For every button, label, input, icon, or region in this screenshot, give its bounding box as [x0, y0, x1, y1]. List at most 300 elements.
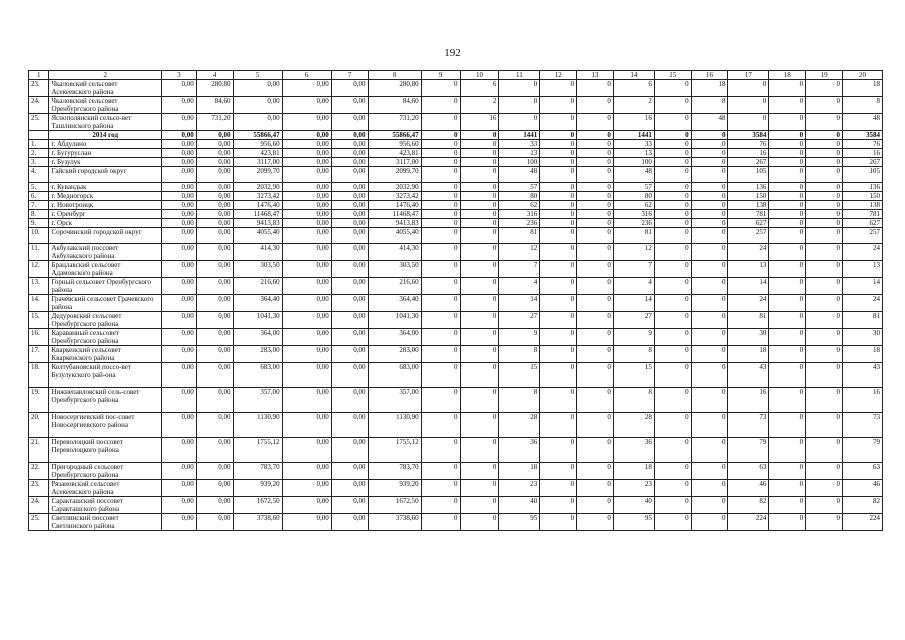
value-cell: 0 — [769, 183, 806, 192]
row-number-cell: 15. — [29, 312, 49, 329]
value-cell: 4055,40 — [368, 228, 421, 244]
value-cell: 0 — [540, 183, 577, 192]
value-cell: 364,00 — [233, 329, 282, 346]
value-cell: 0 — [460, 312, 499, 329]
value-cell: 0 — [460, 295, 499, 312]
value-cell: 0,00 — [331, 480, 368, 497]
value-cell: 0 — [769, 80, 806, 97]
value-cell: 0,00 — [161, 497, 196, 514]
value-cell: 73 — [842, 413, 882, 438]
value-cell: 9 — [613, 329, 654, 346]
value-cell: 303,50 — [368, 261, 421, 278]
table-row — [29, 329, 883, 346]
value-cell: 0,00 — [282, 167, 331, 183]
value-cell: 14 — [728, 278, 769, 295]
table-row — [29, 201, 883, 210]
value-cell: 0,00 — [233, 80, 282, 97]
value-cell: 0 — [806, 295, 843, 312]
value-cell: 24 — [842, 295, 882, 312]
value-cell: 0 — [577, 497, 614, 514]
value-cell: 24 — [842, 244, 882, 261]
row-number-cell: 7. — [29, 201, 49, 210]
value-cell: 0 — [769, 201, 806, 210]
value-cell: 0 — [806, 329, 843, 346]
value-cell: 0 — [654, 480, 691, 497]
value-cell: 0,00 — [282, 149, 331, 158]
value-cell: 0 — [540, 167, 577, 183]
table-row — [29, 480, 883, 497]
value-cell: 731,20 — [368, 114, 421, 131]
value-cell: 414,30 — [233, 244, 282, 261]
territory-name-cell: Горный сельсовет Оренбургского района — [49, 278, 162, 295]
value-cell: 0,00 — [161, 114, 196, 131]
value-cell: 0 — [654, 278, 691, 295]
value-cell: 12 — [613, 244, 654, 261]
value-cell: 423,81 — [233, 149, 282, 158]
value-cell: 0 — [460, 131, 499, 140]
value-cell: 138 — [728, 201, 769, 210]
value-cell: 0,00 — [331, 97, 368, 114]
value-cell: 0 — [806, 514, 843, 531]
value-cell: 73 — [728, 413, 769, 438]
value-cell: 0 — [577, 167, 614, 183]
value-cell: 0 — [540, 149, 577, 158]
value-cell: 0,00 — [161, 413, 196, 438]
value-cell: 283,00 — [233, 346, 282, 363]
value-cell: 939,20 — [233, 480, 282, 497]
value-cell: 0,00 — [196, 167, 233, 183]
value-cell: 43 — [728, 363, 769, 388]
value-cell: 0,00 — [282, 438, 331, 463]
value-cell: 0 — [577, 413, 614, 438]
value-cell: 16 — [728, 388, 769, 413]
value-cell: 0 — [460, 192, 499, 201]
value-cell: 0 — [806, 140, 843, 149]
value-cell: 0,00 — [161, 228, 196, 244]
value-cell: 33 — [613, 140, 654, 149]
table-row — [29, 114, 883, 131]
value-cell: 0 — [421, 278, 460, 295]
value-cell: 0 — [577, 219, 614, 228]
territory-name-cell: г. Орск — [49, 219, 162, 228]
value-cell: 0 — [806, 158, 843, 167]
value-cell: 783,70 — [233, 463, 282, 480]
territory-name-cell: г. Кувандык — [49, 183, 162, 192]
value-cell: 0 — [769, 192, 806, 201]
value-cell: 257 — [728, 228, 769, 244]
column-header: 12 — [540, 71, 577, 80]
table-row — [29, 244, 883, 261]
value-cell: 0,00 — [331, 149, 368, 158]
value-cell: 0 — [577, 438, 614, 463]
value-cell: 0 — [806, 210, 843, 219]
value-cell: 0 — [691, 480, 728, 497]
value-cell: 283,00 — [368, 346, 421, 363]
value-cell: 136 — [842, 183, 882, 192]
value-cell: 2099,70 — [368, 167, 421, 183]
column-header: 19 — [806, 71, 843, 80]
value-cell: 55866,47 — [368, 131, 421, 140]
value-cell: 0,00 — [161, 80, 196, 97]
value-cell: 4 — [499, 278, 540, 295]
value-cell: 0 — [769, 346, 806, 363]
value-cell: 0,00 — [161, 329, 196, 346]
value-cell: 0,00 — [196, 463, 233, 480]
value-cell: 1672,50 — [233, 497, 282, 514]
value-cell: 0 — [421, 201, 460, 210]
value-cell: 0,00 — [331, 228, 368, 244]
value-cell: 0 — [806, 114, 843, 131]
table-row — [29, 228, 883, 244]
value-cell: 0 — [460, 244, 499, 261]
table-row — [29, 167, 883, 183]
value-cell: 0 — [691, 312, 728, 329]
value-cell: 80 — [499, 192, 540, 201]
row-number-cell: 24. — [29, 97, 49, 114]
value-cell: 0 — [460, 388, 499, 413]
value-cell: 0 — [460, 140, 499, 149]
value-cell: 48 — [499, 167, 540, 183]
territory-name-cell: Саракташский поссовет Саракташского района — [49, 497, 162, 514]
value-cell: 28 — [499, 413, 540, 438]
value-cell: 0,00 — [161, 97, 196, 114]
value-cell: 105 — [728, 167, 769, 183]
value-cell: 0 — [806, 480, 843, 497]
value-cell: 43 — [842, 363, 882, 388]
row-number-cell: 19. — [29, 388, 49, 413]
table-row — [29, 210, 883, 219]
territory-name-cell: Чкаловский сельсовет Асекеевского района — [49, 80, 162, 97]
table-row — [29, 388, 883, 413]
value-cell: 0 — [577, 278, 614, 295]
territory-name-cell: Яснополянский сельсо-вет Ташлинского района — [49, 114, 162, 131]
value-cell: 0,00 — [331, 210, 368, 219]
value-cell: 0,00 — [282, 388, 331, 413]
table-row — [29, 363, 883, 388]
column-header: 11 — [499, 71, 540, 80]
value-cell: 0,00 — [233, 97, 282, 114]
territory-name-cell: г. Медногорск — [49, 192, 162, 201]
table-row — [29, 312, 883, 329]
value-cell: 414,30 — [368, 244, 421, 261]
value-cell: 0 — [540, 514, 577, 531]
value-cell: 0 — [769, 514, 806, 531]
value-cell: 0 — [691, 210, 728, 219]
value-cell: 0 — [806, 219, 843, 228]
value-cell: 0,00 — [282, 312, 331, 329]
value-cell: 0 — [654, 363, 691, 388]
value-cell: 0,00 — [331, 131, 368, 140]
territory-name-cell: Гайский городской округ — [49, 167, 162, 183]
value-cell: 0 — [691, 140, 728, 149]
value-cell: 1672,50 — [368, 497, 421, 514]
value-cell: 236 — [613, 219, 654, 228]
value-cell: 0 — [769, 149, 806, 158]
value-cell: 0,00 — [331, 463, 368, 480]
value-cell: 0 — [769, 278, 806, 295]
column-header: 17 — [728, 71, 769, 80]
value-cell: 0 — [654, 201, 691, 210]
value-cell: 0 — [654, 228, 691, 244]
value-cell: 956,60 — [233, 140, 282, 149]
value-cell: 23 — [499, 480, 540, 497]
column-header: 2 — [49, 71, 162, 80]
value-cell: 267 — [728, 158, 769, 167]
value-cell: 357,00 — [233, 388, 282, 413]
value-cell: 0 — [421, 149, 460, 158]
value-cell: 0 — [540, 312, 577, 329]
value-cell: 0 — [577, 140, 614, 149]
value-cell: 0 — [540, 158, 577, 167]
value-cell: 0,00 — [331, 346, 368, 363]
territory-name-cell: Колтубановский поссо-вет Бузулукского рай-она — [49, 363, 162, 388]
value-cell: 280,80 — [196, 80, 233, 97]
value-cell: 40 — [613, 497, 654, 514]
value-cell: 0,00 — [161, 131, 196, 140]
value-cell: 0 — [577, 480, 614, 497]
value-cell: 357,00 — [368, 388, 421, 413]
value-cell: 1476,40 — [233, 201, 282, 210]
row-number-cell: 14. — [29, 295, 49, 312]
value-cell: 0 — [691, 295, 728, 312]
value-cell: 16 — [613, 114, 654, 131]
value-cell: 0 — [460, 329, 499, 346]
row-number-cell: 1. — [29, 140, 49, 149]
value-cell: 0 — [460, 278, 499, 295]
value-cell: 18 — [842, 346, 882, 363]
column-header: 1 — [29, 71, 49, 80]
value-cell: 0,00 — [282, 346, 331, 363]
value-cell: 0 — [460, 228, 499, 244]
value-cell: 0 — [577, 149, 614, 158]
value-cell: 0 — [540, 140, 577, 149]
value-cell: 0 — [806, 228, 843, 244]
value-cell: 0 — [540, 97, 577, 114]
value-cell: 0 — [654, 210, 691, 219]
value-cell: 0 — [654, 312, 691, 329]
value-cell: 1755,12 — [368, 438, 421, 463]
value-cell: 6 — [460, 80, 499, 97]
value-cell: 0 — [769, 329, 806, 346]
value-cell: 0 — [806, 192, 843, 201]
value-cell: 0 — [654, 346, 691, 363]
value-cell: 0 — [540, 480, 577, 497]
value-cell: 24 — [728, 244, 769, 261]
value-cell: 0,00 — [282, 201, 331, 210]
value-cell: 0 — [540, 201, 577, 210]
value-cell: 364,40 — [233, 295, 282, 312]
value-cell: 0,00 — [331, 278, 368, 295]
value-cell: 0,00 — [161, 158, 196, 167]
value-cell: 0 — [577, 97, 614, 114]
value-cell: 783,70 — [368, 463, 421, 480]
table-row — [29, 140, 883, 149]
value-cell: 0 — [654, 97, 691, 114]
value-cell: 0,00 — [196, 261, 233, 278]
value-cell: 0 — [540, 278, 577, 295]
value-cell: 0,00 — [161, 201, 196, 210]
value-cell: 236 — [499, 219, 540, 228]
territory-name-cell: Светлинский поссовет Светлинского района — [49, 514, 162, 531]
value-cell: 9 — [499, 329, 540, 346]
value-cell: 0,00 — [161, 438, 196, 463]
value-cell: 0,00 — [196, 514, 233, 531]
column-header: 9 — [421, 71, 460, 80]
value-cell: 0 — [421, 192, 460, 201]
value-cell: 0,00 — [331, 329, 368, 346]
value-cell: 0 — [769, 97, 806, 114]
value-cell: 0 — [654, 131, 691, 140]
value-cell: 0,00 — [282, 210, 331, 219]
value-cell: 0 — [769, 114, 806, 131]
value-cell: 0,00 — [331, 388, 368, 413]
value-cell: 3273,42 — [368, 192, 421, 201]
column-header: 10 — [460, 71, 499, 80]
value-cell: 48 — [691, 114, 728, 131]
value-cell: 0 — [654, 329, 691, 346]
value-cell: 0 — [540, 210, 577, 219]
value-cell: 0,00 — [196, 228, 233, 244]
value-cell: 63 — [842, 463, 882, 480]
value-cell: 0 — [691, 413, 728, 438]
value-cell: 0 — [421, 480, 460, 497]
value-cell: 0 — [769, 388, 806, 413]
value-cell: 0 — [577, 158, 614, 167]
value-cell: 0 — [806, 346, 843, 363]
value-cell: 0,00 — [331, 497, 368, 514]
value-cell: 0 — [769, 480, 806, 497]
value-cell: 0 — [540, 413, 577, 438]
value-cell: 6 — [613, 80, 654, 97]
value-cell: 0 — [806, 438, 843, 463]
value-cell: 0 — [460, 183, 499, 192]
value-cell: 0 — [806, 312, 843, 329]
value-cell: 0,00 — [196, 312, 233, 329]
value-cell: 13 — [842, 261, 882, 278]
value-cell: 2032,90 — [368, 183, 421, 192]
value-cell: 0,00 — [196, 210, 233, 219]
value-cell: 100 — [499, 158, 540, 167]
territory-name-cell: Акбулакский поссовет Акбулакского района — [49, 244, 162, 261]
territory-name-cell: г. Новотроицк — [49, 201, 162, 210]
value-cell: 0 — [654, 413, 691, 438]
value-cell: 627 — [842, 219, 882, 228]
value-cell: 0 — [654, 167, 691, 183]
value-cell: 0 — [540, 363, 577, 388]
value-cell: 781 — [728, 210, 769, 219]
value-cell: 0,00 — [196, 480, 233, 497]
value-cell: 0,00 — [161, 244, 196, 261]
value-cell: 0 — [769, 261, 806, 278]
value-cell: 0,00 — [196, 363, 233, 388]
value-cell: 0 — [577, 114, 614, 131]
column-header: 4 — [196, 71, 233, 80]
value-cell: 364,40 — [368, 295, 421, 312]
column-header: 16 — [691, 71, 728, 80]
value-cell: 0,00 — [331, 244, 368, 261]
value-cell: 0 — [654, 80, 691, 97]
value-cell: 0 — [654, 463, 691, 480]
value-cell: 0 — [540, 346, 577, 363]
value-cell: 18 — [499, 463, 540, 480]
data-table — [28, 70, 883, 531]
value-cell: 0,00 — [196, 201, 233, 210]
value-cell: 0 — [421, 228, 460, 244]
value-cell: 0 — [460, 463, 499, 480]
table-row — [29, 80, 883, 97]
value-cell: 0 — [577, 80, 614, 97]
page-number: 192 — [444, 47, 461, 59]
table-row — [29, 295, 883, 312]
value-cell: 0 — [499, 114, 540, 131]
table-row — [29, 219, 883, 228]
value-cell: 0 — [728, 80, 769, 97]
value-cell: 423,81 — [368, 149, 421, 158]
value-cell: 0 — [540, 80, 577, 97]
value-cell: 23 — [613, 480, 654, 497]
value-cell: 0 — [540, 497, 577, 514]
value-cell: 27 — [613, 312, 654, 329]
value-cell: 0 — [540, 228, 577, 244]
value-cell: 0 — [421, 312, 460, 329]
value-cell: 0 — [691, 278, 728, 295]
value-cell: 76 — [842, 140, 882, 149]
value-cell: 0 — [769, 219, 806, 228]
value-cell: 0,00 — [282, 192, 331, 201]
value-cell: 0 — [806, 131, 843, 140]
value-cell: 0,00 — [282, 295, 331, 312]
territory-name-cell: Караванный сельсовет Оренбургского района — [49, 329, 162, 346]
value-cell: 781 — [842, 210, 882, 219]
value-cell: 2 — [613, 97, 654, 114]
value-cell: 0 — [460, 438, 499, 463]
value-cell: 0 — [654, 261, 691, 278]
table-row — [29, 438, 883, 463]
value-cell: 0 — [421, 244, 460, 261]
value-cell: 0,00 — [282, 228, 331, 244]
value-cell: 0,00 — [196, 497, 233, 514]
value-cell: 0 — [654, 192, 691, 201]
row-number-cell: 3. — [29, 158, 49, 167]
row-number-cell — [29, 131, 49, 140]
row-number-cell: 5. — [29, 183, 49, 192]
value-cell: 0 — [421, 346, 460, 363]
value-cell: 0 — [691, 244, 728, 261]
value-cell: 0 — [499, 97, 540, 114]
value-cell: 105 — [842, 167, 882, 183]
value-cell: 1130,90 — [233, 413, 282, 438]
value-cell: 150 — [728, 192, 769, 201]
value-cell: 0 — [421, 388, 460, 413]
value-cell: 0,00 — [196, 149, 233, 158]
value-cell: 0 — [806, 244, 843, 261]
row-number-cell: 22. — [29, 463, 49, 480]
value-cell: 0 — [654, 438, 691, 463]
value-cell: 0 — [691, 131, 728, 140]
value-cell: 1041,30 — [233, 312, 282, 329]
territory-name-cell: г. Абдулино — [49, 140, 162, 149]
column-header: 3 — [161, 71, 196, 80]
territory-name-cell: Грачевский сельсовет Грачевского района — [49, 295, 162, 312]
value-cell: 16 — [728, 149, 769, 158]
value-cell: 0,00 — [196, 413, 233, 438]
value-cell: 0 — [577, 514, 614, 531]
value-cell: 0 — [460, 261, 499, 278]
value-cell: 0 — [540, 388, 577, 413]
value-cell: 24 — [728, 295, 769, 312]
value-cell: 14 — [613, 295, 654, 312]
value-cell: 0,00 — [282, 244, 331, 261]
